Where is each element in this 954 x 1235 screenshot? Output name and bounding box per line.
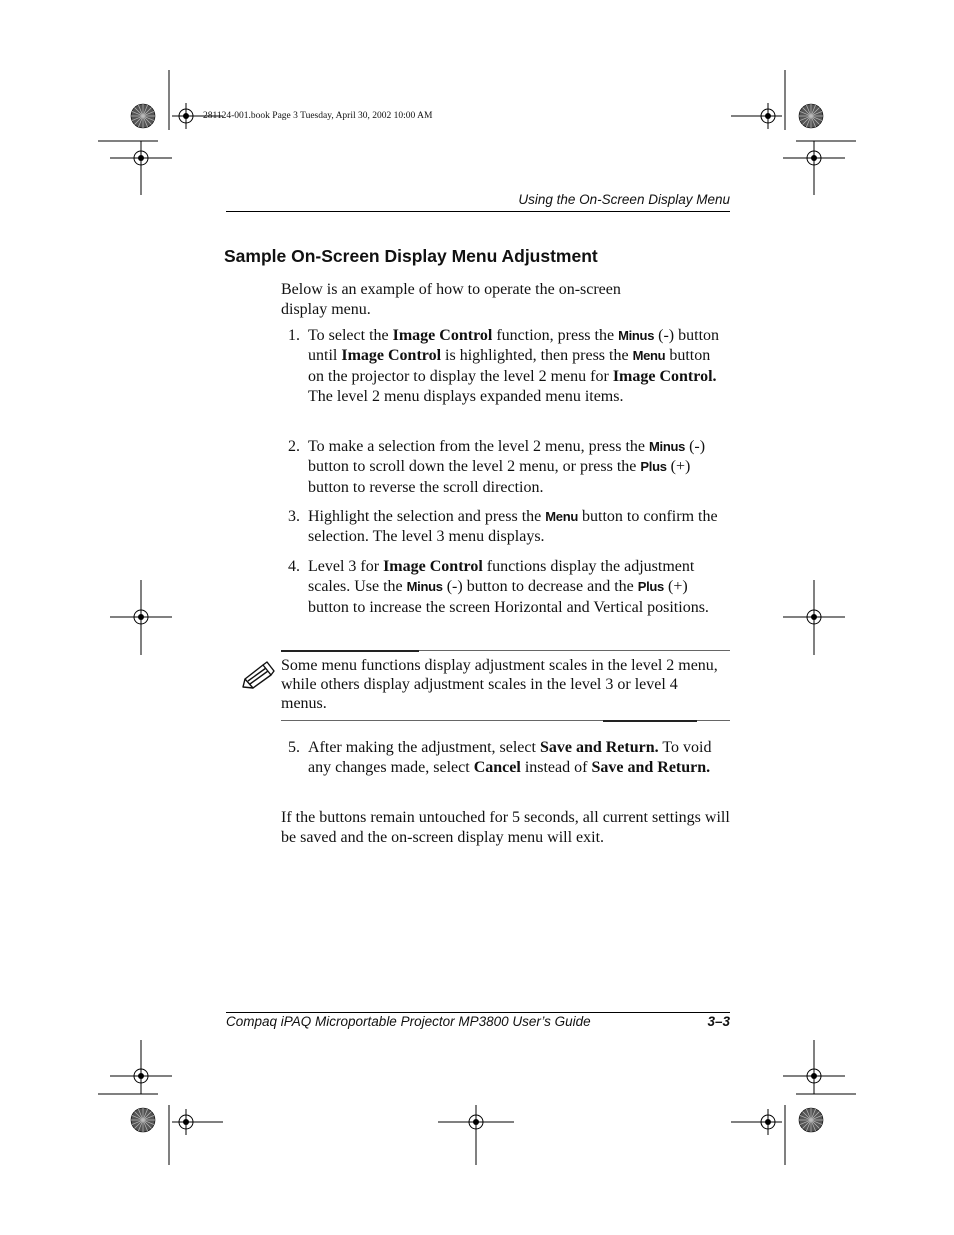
step-text-run: is highlighted, then press the: [441, 347, 633, 365]
pencil-note-icon: [241, 657, 277, 693]
step-number: 3.: [288, 508, 300, 525]
step-number: 4.: [288, 558, 300, 575]
bold-term: Image Control: [341, 347, 442, 365]
bold-term: Save and Return.: [539, 739, 659, 756]
step-text-run: (-) button until: [308, 327, 720, 365]
section-title: Sample On-Screen Display Menu Adjustment: [224, 246, 598, 266]
header-rule: [226, 211, 730, 212]
button-name: Minus: [649, 439, 686, 454]
intro-line: display menu.: [281, 300, 371, 318]
step-text-run: Level 3 for: [308, 558, 384, 575]
step-text-run: To select the: [308, 327, 393, 344]
step-text-run: button on the projector to display the level 2 menu for: [308, 347, 711, 385]
bold-term: Image Control: [383, 558, 483, 575]
closing-paragraph: If the buttons remain untouched for 5 seconds, all current settings will be saved and the on-screen display menu will exit.: [281, 809, 730, 846]
running-header: Using the On-Screen Display Menu: [518, 192, 730, 207]
page-number: 3–3: [707, 1014, 730, 1029]
note-bottom-rule: [281, 720, 730, 721]
step-text-run: (+) button to reverse the scroll direction.: [308, 458, 691, 496]
bold-term: Save and Return.: [591, 759, 711, 777]
bold-term: Cancel: [473, 759, 521, 777]
step-number: 1.: [288, 327, 300, 344]
step-text: [308, 738, 728, 779]
step-text-run: instead of: [520, 759, 592, 777]
step-text-run: After making the adjustment, select: [308, 739, 540, 756]
step-number: 5.: [288, 739, 300, 756]
button-name: Menu: [632, 348, 666, 364]
step-text-run: The level 2 menu displays expanded menu items.: [308, 387, 624, 405]
button-name: Menu: [545, 509, 579, 524]
step-text-run: (+) button to increase the screen Horizontal and Vertical positions.: [308, 578, 709, 616]
bold-term: Image Control: [392, 327, 493, 344]
bold-term: Image Control.: [612, 367, 717, 385]
step-text-run: Highlight the selection and press the: [308, 508, 546, 525]
button-name: Minus: [406, 579, 443, 595]
step-text-run: To void any changes made, select: [308, 739, 712, 777]
step-item: [288, 738, 728, 779]
step-text: [308, 507, 728, 548]
print-info: 281124-001.book Page 3 Tuesday, April 30, 2002 10:00 AM: [203, 111, 433, 121]
step-text: [308, 557, 728, 618]
step-text-run: function, press the: [492, 327, 619, 344]
intro-line: Below is an example of how to operate the on-screen: [281, 281, 621, 298]
step-text: [308, 326, 728, 407]
note-text: Some menu functions display adjustment scales in the level 2 menu, while others display adjustment scales in the level 3 or level 4 menus.: [281, 657, 718, 712]
step-text-run: functions display the adjustment scales. Use the: [308, 558, 695, 596]
step-item: [288, 326, 728, 407]
step-item: [288, 437, 728, 498]
note-top-rule: [281, 650, 730, 651]
step-number: 2.: [288, 438, 300, 455]
step-item: [288, 557, 728, 618]
step-text-run: To make a selection from the level 2 menu, press the: [308, 438, 649, 455]
button-name: Plus: [637, 579, 664, 595]
step-text-run: (-) button to scroll down the level 2 menu, or press the: [308, 438, 706, 476]
step-item: [288, 507, 728, 548]
footer-rule: [226, 1012, 730, 1013]
button-name: Minus: [618, 328, 655, 343]
step-text-run: (-) button to decrease and the: [442, 578, 638, 596]
intro-paragraph: [281, 280, 661, 319]
footer-title: Compaq iPAQ Microportable Projector MP3800 User’s Guide: [226, 1014, 591, 1029]
button-name: Plus: [640, 459, 667, 475]
step-text: [308, 437, 728, 498]
step-text-run: button to confirm the selection. The level 3 menu displays.: [308, 508, 718, 546]
